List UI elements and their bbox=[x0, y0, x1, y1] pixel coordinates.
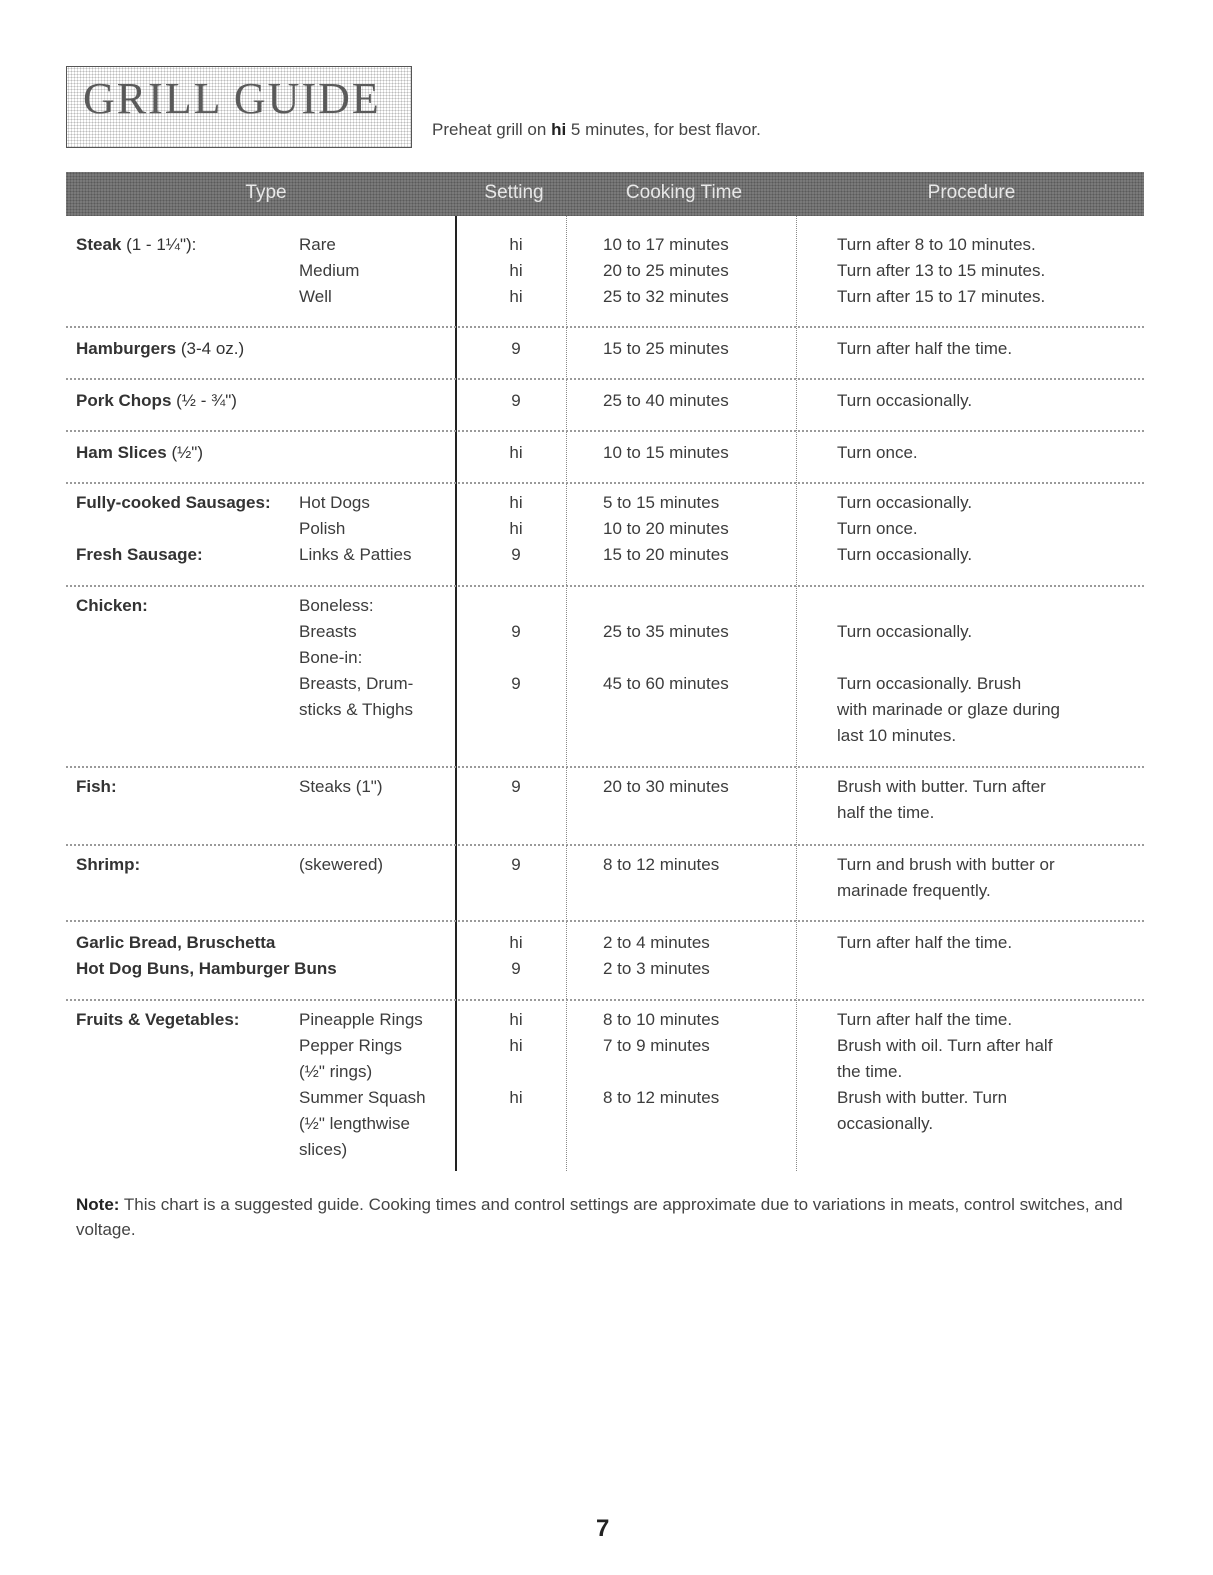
procedure: Turn after half the time. Brush with oil. Turn after half the time. Brush with butter. Turn occasionally. bbox=[837, 1010, 1053, 1133]
food-type-name: Hamburgers bbox=[76, 339, 177, 358]
procedure: Turn after half the time. bbox=[837, 339, 1013, 358]
column-divider bbox=[566, 216, 567, 1171]
cooking-time: 8 to 12 minutes bbox=[603, 855, 720, 874]
column-header-procedure: Procedure bbox=[927, 182, 1016, 203]
preheat-text-pre: Preheat grill on bbox=[432, 120, 552, 139]
food-type: Fruits & Vegetables: bbox=[76, 1010, 240, 1029]
row-divider bbox=[66, 326, 1144, 328]
food-type-name: Pork Chops bbox=[76, 391, 172, 410]
food-type-name: Ham Slices bbox=[76, 443, 167, 462]
food-type bbox=[76, 232, 296, 258]
setting-value: 9 9 bbox=[511, 622, 521, 693]
food-type-detail: (½ - ¾") bbox=[171, 391, 237, 410]
procedure: Brush with butter. Turn after half the time. bbox=[837, 777, 1046, 822]
food-type-detail: (3-4 oz.) bbox=[176, 339, 245, 358]
food-type-detail: (½") bbox=[166, 443, 203, 462]
row-divider bbox=[66, 766, 1144, 768]
food-type: Fully-cooked Sausages: Fresh Sausage: bbox=[76, 493, 271, 564]
note-text: This chart is a suggested guide. Cooking times and control settings are approximate due to variations in meats, control switches, and voltage. bbox=[76, 1195, 1123, 1239]
food-type: Fish: bbox=[76, 777, 117, 796]
procedure: Turn after 8 to 10 minutes. Turn after 13 to 15 minutes. Turn after 15 to 17 minutes. bbox=[837, 235, 1046, 306]
row-divider bbox=[66, 844, 1144, 846]
cooking-time: 10 to 17 minutes 20 to 25 minutes 25 to 32 minutes bbox=[603, 235, 729, 306]
row-divider bbox=[66, 482, 1144, 484]
cooking-time: 10 to 15 minutes bbox=[603, 443, 729, 462]
food-type bbox=[76, 440, 296, 466]
food-variety: Steaks (1") bbox=[299, 777, 383, 796]
setting-value: hi hi hi bbox=[509, 235, 523, 306]
food-type bbox=[76, 388, 296, 414]
column-header-cooking-time: Cooking Time bbox=[625, 182, 743, 203]
column-header-band bbox=[66, 172, 1144, 216]
preheat-instruction bbox=[432, 120, 761, 140]
setting-value: hi bbox=[509, 443, 523, 462]
cooking-time: 25 to 35 minutes 45 to 60 minutes bbox=[603, 622, 729, 693]
food-variety: Rare Medium Well bbox=[299, 235, 360, 306]
food-type-name: Steak bbox=[76, 235, 122, 254]
cooking-time: 20 to 30 minutes bbox=[603, 777, 729, 796]
procedure: Turn and brush with butter or marinade frequently. bbox=[837, 855, 1055, 900]
row-divider bbox=[66, 920, 1144, 922]
cooking-time: 8 to 10 minutes 7 to 9 minutes 8 to 12 minutes bbox=[603, 1010, 720, 1107]
procedure: Turn occasionally. Turn occasionally. Brush with marinade or glaze during last 10 minutes. bbox=[837, 622, 1061, 745]
food-type: Garlic Bread, Bruschetta Hot Dog Buns, Hamburger Buns bbox=[76, 933, 337, 978]
food-type-detail: (1 - 1¼"): bbox=[121, 235, 197, 254]
setting-value: hi 9 bbox=[509, 933, 523, 978]
procedure: Turn after half the time. bbox=[837, 933, 1013, 952]
food-variety: (skewered) bbox=[299, 855, 384, 874]
setting-value: 9 bbox=[511, 855, 521, 874]
column-header-setting: Setting bbox=[484, 182, 544, 203]
food-variety: Pineapple Rings Pepper Rings (½" rings) Summer Squash (½" lengthwise slices) bbox=[299, 1010, 426, 1159]
food-type: Chicken: bbox=[76, 596, 148, 615]
procedure: Turn occasionally. Turn once. Turn occasionally. bbox=[837, 493, 973, 564]
procedure: Turn occasionally. bbox=[837, 391, 973, 410]
procedure: Turn once. bbox=[837, 443, 918, 462]
food-type: Shrimp: bbox=[76, 855, 141, 874]
cooking-time: 15 to 25 minutes bbox=[603, 339, 729, 358]
setting-value: hi hi hi bbox=[509, 1010, 523, 1107]
food-variety: Boneless: Breasts Bone-in: Breasts, Drum- sticks & Thighs bbox=[299, 596, 414, 719]
setting-value: 9 bbox=[511, 339, 521, 358]
page-number: 7 bbox=[596, 1515, 610, 1542]
preheat-setting: hi bbox=[551, 120, 567, 139]
cooking-time: 2 to 4 minutes 2 to 3 minutes bbox=[603, 933, 710, 978]
cooking-time: 5 to 15 minutes 10 to 20 minutes 15 to 20 minutes bbox=[603, 493, 729, 564]
food-type bbox=[76, 336, 296, 362]
page-title: GRILL GUIDE bbox=[83, 74, 381, 123]
setting-value: hi hi 9 bbox=[509, 493, 523, 564]
setting-value: 9 bbox=[511, 391, 521, 410]
title-box bbox=[66, 66, 412, 148]
column-header-type: Type bbox=[245, 182, 287, 203]
food-variety: Hot Dogs Polish Links & Patties bbox=[299, 493, 412, 564]
preheat-text-post: 5 minutes, for best flavor. bbox=[566, 120, 761, 139]
row-divider bbox=[66, 430, 1144, 432]
setting-value: 9 bbox=[511, 777, 521, 796]
row-divider bbox=[66, 378, 1144, 380]
row-divider bbox=[66, 585, 1144, 587]
row-divider bbox=[66, 999, 1144, 1001]
footnote bbox=[76, 1192, 1146, 1242]
cooking-time: 25 to 40 minutes bbox=[603, 391, 729, 410]
note-label: Note: bbox=[76, 1195, 120, 1214]
